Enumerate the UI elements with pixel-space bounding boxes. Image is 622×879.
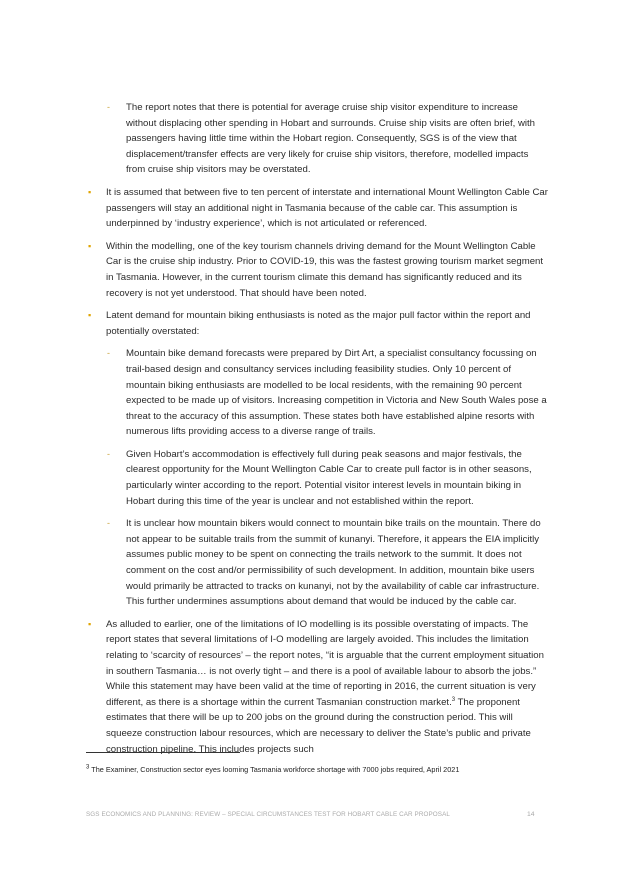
- bullet-icon: ▪: [88, 310, 92, 321]
- bullet-icon: ▪: [88, 186, 92, 197]
- dash-marker: -: [107, 102, 110, 112]
- list-item: ▪ It is assumed that between five to ten percent of interstate and international Mount Wellington Cable Car passengers will stay an additional night in Tasmania because of the cable car. This assumption is underpinned by ‘industry experience’, which is not articulated or referenced.: [88, 186, 548, 230]
- dash-marker: -: [107, 448, 110, 459]
- page-number: 14: [527, 811, 535, 818]
- footnote: $^3$ The Examiner, Construction sector eyes looming Tasmania workforce shortage with 7000 jobs required, April 2021: [86, 764, 460, 774]
- list-item: - It is unclear how mountain bikers would connect to mountain bike trails on the mountain. There do not appear to be suitable trails from the summit of kunanyi. Therefore, it appears the EIA implicitly assumes public money to be spent on connecting the trails network to the summit. It does not comment on the cost and/or permissibility of such development. In addition, mountain bike users would primarily be attracted to tracks on kunanyi, not by the availability of cable car infrastructure. This further undermines assumptions about demand that would be induced by the cable car.: [107, 518, 541, 608]
- document-body: [86, 100, 548, 764]
- bullet-icon: ▪: [88, 240, 92, 251]
- list-item: - Given Hobart’s accommodation is effectively full during peak seasons and major festivals, the clearest opportunity for the Mount Wellington Cable Car to create pull factor is in other seasons, particularly winter according to the report. Potential visitor interest levels in mountain biking in Hobart during this time of the year is unclear and not established within the report.: [107, 448, 532, 507]
- list-item: ▪ Within the modelling, one of the key tourism channels driving demand for the Mount Wellington Cable Car is the cruise ship industry. Prior to COVID-19, this was the fastest growing tourism market segment in Tasmania. However, in the current tourism climate this demand has significantly reduced and its recovery is not yet understood. That should have been noted.: [88, 240, 544, 299]
- dash-marker: -: [107, 348, 110, 359]
- footnote-divider: [86, 752, 240, 753]
- page-footer: SGS ECONOMICS AND PLANNING: REVIEW – SPECIAL CIRCUMSTANCES TEST FOR HOBART CABLE CAR PROPOSAL: [86, 811, 450, 818]
- footnote-ref[interactable]: 3: [451, 696, 456, 703]
- list-item: ▪ As alluded to earlier, one of the limitations of IO modelling is its possible overstating of impacts. The report states that several limitations of I-O modelling are largely avoided. This includes the limitation relating to ‘scarcity of resources’ – the report notes, “it is arguable that the current employment situation in southern Tasmania… is not overly tight – and there is a pool of available labour to absorb the jobs.” While this statement may have been valid at the time of reporting in 2016, the current situation is very different, as there is a shortage within the current Tasmanian construction market.$^3$ The proponent estimates that there will be up to 200 jobs on the ground during the construction period. This will squeeze construction labour resources, which are necessary to deliver the State’s public and private construction pipeline. This includes projects such: [88, 618, 544, 755]
- dash-marker: -: [107, 518, 110, 529]
- bullet-icon: ▪: [88, 618, 92, 629]
- list-item: ▪ Latent demand for mountain biking enthusiasts is noted as the major pull factor within the report and potentially overstated:: [88, 310, 531, 337]
- list-item: - Mountain bike demand forecasts were prepared by Dirt Art, a specialist consultancy focussing on trail-based design and consultancy services including feasibility studies. Only 10 percent of mountain biking enthusiasts are modelled to be local residents, with the remaining 90 percent expected to be made up of visitors. Increasing competition in Victoria and New South Wales pose a threat to the accuracy of this assumption. These states both have established alpine resorts with numerous lifts providing access to a diverse range of trails.: [107, 348, 547, 438]
- list-item: - The report notes that there is potential for average cruise ship visitor expenditure to increase without displacing other spending in Hobart and surrounds. Cruise ship visits are often brief, with passengers having little time within the Hobart region. Consequently, SGS is of the view that displacement/transfer effects are very likely for cruise ship visitors, therefore, modelled impacts from cruise ship visitors may be overstated.: [107, 102, 536, 176]
